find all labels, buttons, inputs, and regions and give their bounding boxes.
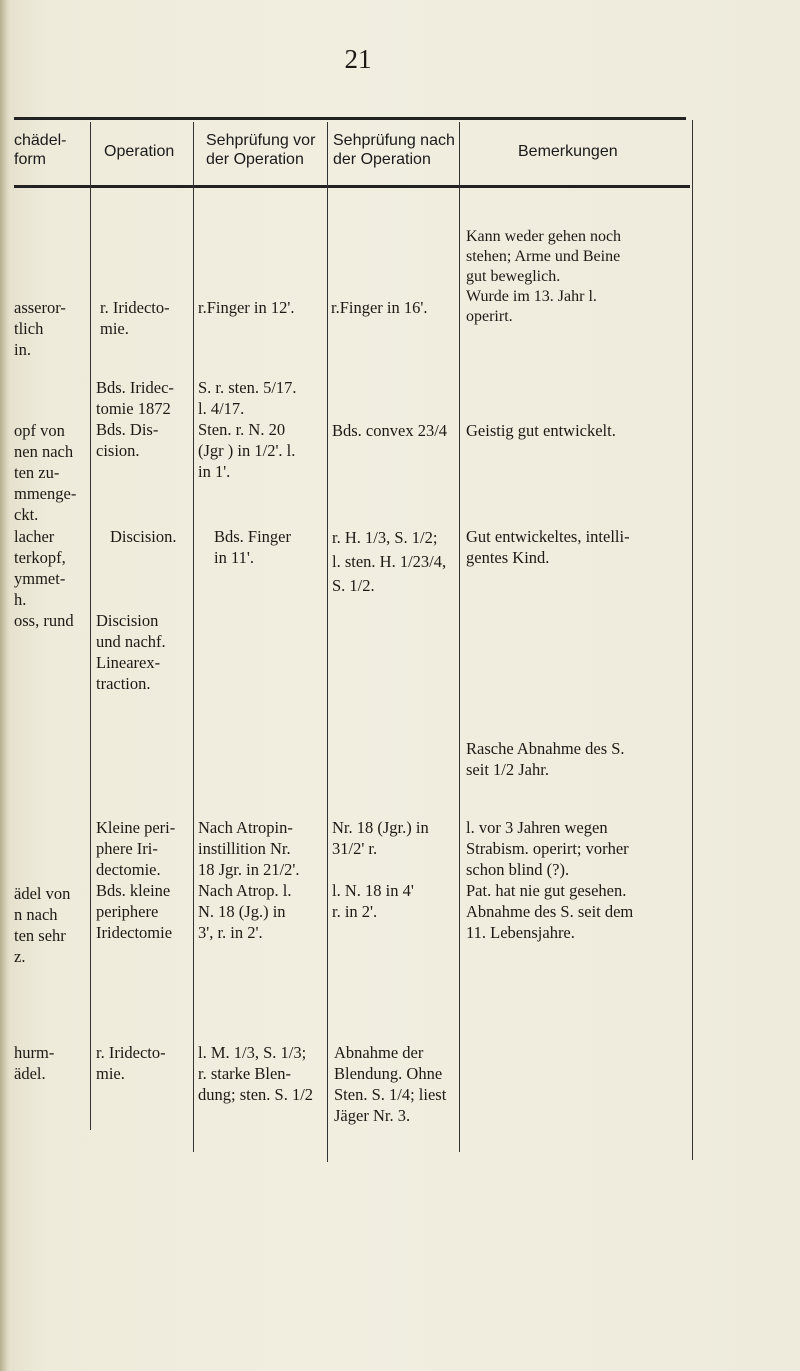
table-cell-line: mmenge- (14, 484, 77, 503)
row5-remarks (466, 817, 633, 943)
header-vision-after-line2: der Operation (333, 151, 431, 168)
header-vision-after-line1: Sehprüfung nach (333, 132, 455, 149)
table-header-rule (14, 185, 690, 188)
table-cell-line: Gut entwickeltes, intelli- (466, 527, 630, 546)
table-cell-line: 11. Lebensjahre. (466, 923, 575, 942)
table-cell-line: nen nach (14, 442, 74, 461)
table-cell-line: Pat. hat nie gut gesehen. (466, 881, 627, 900)
row3-remarks (466, 526, 630, 568)
table-cell-line: in 11'. (214, 548, 254, 567)
row1-vision-before (198, 297, 294, 318)
table-cell-line: 18 Jgr. in 21/2'. (198, 860, 300, 879)
page-gutter-shadow (0, 0, 10, 1371)
row2-form (14, 420, 76, 525)
table-cell-line: Strabism. operirt; vorher (466, 839, 629, 858)
header-vision-before-line2: der Operation (206, 151, 304, 168)
column-divider-4 (459, 122, 460, 1152)
row1-operation (100, 297, 170, 339)
table-cell-line: h. (14, 590, 27, 609)
column-divider-3 (327, 122, 328, 1162)
row5-operation (96, 817, 175, 943)
row2-vision-before (198, 377, 297, 482)
table-top-rule (14, 117, 686, 120)
table-cell-line: ckt. (14, 505, 39, 524)
table-cell-line: Bds. convex 23/4 (332, 421, 448, 440)
table-cell-line: mie. (100, 319, 129, 338)
table-cell-line: Wurde im 13. Jahr l. (466, 288, 597, 305)
row2-operation (96, 377, 174, 461)
table-cell-line: Kann weder gehen noch (466, 228, 622, 245)
column-divider-1 (90, 122, 91, 1130)
table-cell-line: 3', r. in 2'. (198, 923, 263, 942)
table-cell-line: cision. (96, 441, 140, 460)
table-cell-line: dectomie. (96, 860, 161, 879)
table-cell-line: in 1'. (198, 462, 231, 481)
table-cell-line: und nachf. (96, 632, 166, 651)
row3-operation (110, 526, 176, 547)
row4-operation (96, 610, 166, 694)
table-cell-line: dung; sten. S. 1/2 (198, 1085, 314, 1104)
row4-remarks (466, 738, 625, 780)
table-cell-line: schon blind (?). (466, 860, 570, 879)
row6-vision-after (334, 1042, 446, 1126)
table-cell-line: n nach (14, 905, 58, 924)
table-cell-line: Nach Atrop. l. (198, 881, 292, 900)
row1-remarks (466, 227, 621, 327)
row5-vision-before (198, 817, 300, 943)
row1-form (14, 297, 66, 360)
table-cell-line: tlich (14, 319, 44, 338)
table-cell-line: 31/2' r. (332, 839, 378, 858)
table-cell-line: ten sehr (14, 926, 66, 945)
table-cell-line: opf von (14, 421, 65, 440)
table-cell-line: traction. (96, 674, 151, 693)
row6-form (14, 1042, 54, 1084)
row2-vision-after (332, 420, 447, 441)
table-cell-line: r. Iridecto- (96, 1043, 166, 1062)
table-cell-line: (Jgr ) in 1/2'. l. (198, 441, 296, 460)
table-cell-line: Nr. 18 (Jgr.) in (332, 818, 429, 837)
table-cell-line: l. N. 18 in 4' (332, 881, 414, 900)
table-cell-line: terkopf, (14, 548, 66, 567)
row2-remarks (466, 420, 616, 441)
table-cell-line: mie. (96, 1064, 125, 1083)
table-cell-line: lacher (14, 527, 55, 546)
header-operation: Operation (104, 143, 175, 160)
table-cell-line: tomie 1872 (96, 399, 171, 418)
header-vision-before-line1: Sehprüfung vor (206, 132, 316, 149)
row5-vision-after (332, 817, 429, 922)
table-cell-line: Discision. (110, 527, 177, 546)
table-cell-line: ädel. (14, 1064, 46, 1083)
header-remarks: Bemerkungen (518, 143, 618, 160)
table-cell-line: Abnahme der (334, 1043, 424, 1062)
table-cell-line: operirt. (466, 308, 513, 325)
table-cell-line: Kleine peri- (96, 818, 176, 837)
row5-form (14, 883, 70, 967)
table-cell-line: asseror- (14, 298, 66, 317)
table-cell-line: N. 18 (Jg.) in (198, 902, 286, 921)
table-cell-line: Bds. kleine (96, 881, 171, 900)
table-cell-line: l. vor 3 Jahren wegen (466, 818, 608, 837)
row3-vision-before (214, 526, 291, 568)
table-cell-line: Jäger Nr. 3. (334, 1106, 411, 1125)
table-cell-line: l. M. 1/3, S. 1/3; (198, 1043, 307, 1062)
column-divider-2 (193, 122, 194, 1152)
table-cell-line: r. starke Blen- (198, 1064, 292, 1083)
table-cell-line: gut beweglich. (466, 268, 561, 285)
table-cell-line: Nach Atropin- (198, 818, 293, 837)
table-cell-line: Iridectomie (96, 923, 173, 942)
table-cell-line: stehen; Arme und Beine (466, 248, 621, 265)
table-cell-line: z. (14, 947, 26, 966)
table-cell-line: l. 4/17. (198, 399, 245, 418)
table-cell-line: r. H. 1/3, S. 1/2; (332, 528, 438, 547)
table-cell-line: S. 1/2. (332, 576, 375, 595)
table-cell-line: Abnahme des S. seit dem (466, 902, 634, 921)
table-cell-line: hurm- (14, 1043, 55, 1062)
table-cell-line: Sten. S. 1/4; liest (334, 1085, 447, 1104)
page-number: 21 (344, 44, 372, 74)
table-cell-line: ten zu- (14, 463, 60, 482)
row6-operation (96, 1042, 166, 1084)
table-cell-line: Bds. Dis- (96, 420, 159, 439)
header-vision-before (206, 131, 315, 169)
header-skull-form-line1: chädel- (14, 132, 67, 149)
row1-vision-after (331, 297, 427, 318)
table-cell-line: r. in 2'. (332, 902, 378, 921)
table-cell-line: Bds. Finger (214, 527, 292, 546)
header-vision-after (333, 131, 455, 169)
table-cell-line: oss, rund (14, 611, 74, 630)
table-cell-line: Linearex- (96, 653, 161, 672)
table-cell-line: r. Iridecto- (100, 298, 170, 317)
table-cell-line: in. (14, 340, 31, 359)
table-cell-line: Rasche Abnahme des S. (466, 739, 625, 758)
table-cell-line: instillition Nr. (198, 839, 291, 858)
row4-form (14, 610, 74, 631)
table-cell-line: S. r. sten. 5/17. (198, 378, 297, 397)
table-cell-line: Discision (96, 611, 159, 630)
table-cell-line: Geistig gut entwickelt. (466, 421, 616, 440)
table-cell-line: r.Finger in 12'. (198, 298, 295, 317)
table-cell-line: gentes Kind. (466, 548, 550, 567)
table-cell-line: r.Finger in 16'. (331, 298, 428, 317)
header-skull-form (14, 131, 66, 169)
table-cell-line: periphere (96, 902, 159, 921)
table-right-border (692, 120, 693, 1160)
table-cell-line: ädel von (14, 884, 71, 903)
table-cell-line: seit 1/2 Jahr. (466, 760, 549, 779)
table-cell-line: Bds. Iridec- (96, 378, 174, 397)
table-cell-line: ymmet- (14, 569, 66, 588)
table-cell-line: Blendung. Ohne (334, 1064, 443, 1083)
header-skull-form-line2: form (14, 151, 46, 168)
row3-vision-after (332, 526, 446, 598)
row6-vision-before (198, 1042, 313, 1105)
table-cell-line: phere Iri- (96, 839, 158, 858)
table-cell-line: l. sten. H. 1/23/4, (332, 552, 447, 571)
table-cell-line: Sten. r. N. 20 (198, 420, 286, 439)
row3-form (14, 526, 66, 610)
